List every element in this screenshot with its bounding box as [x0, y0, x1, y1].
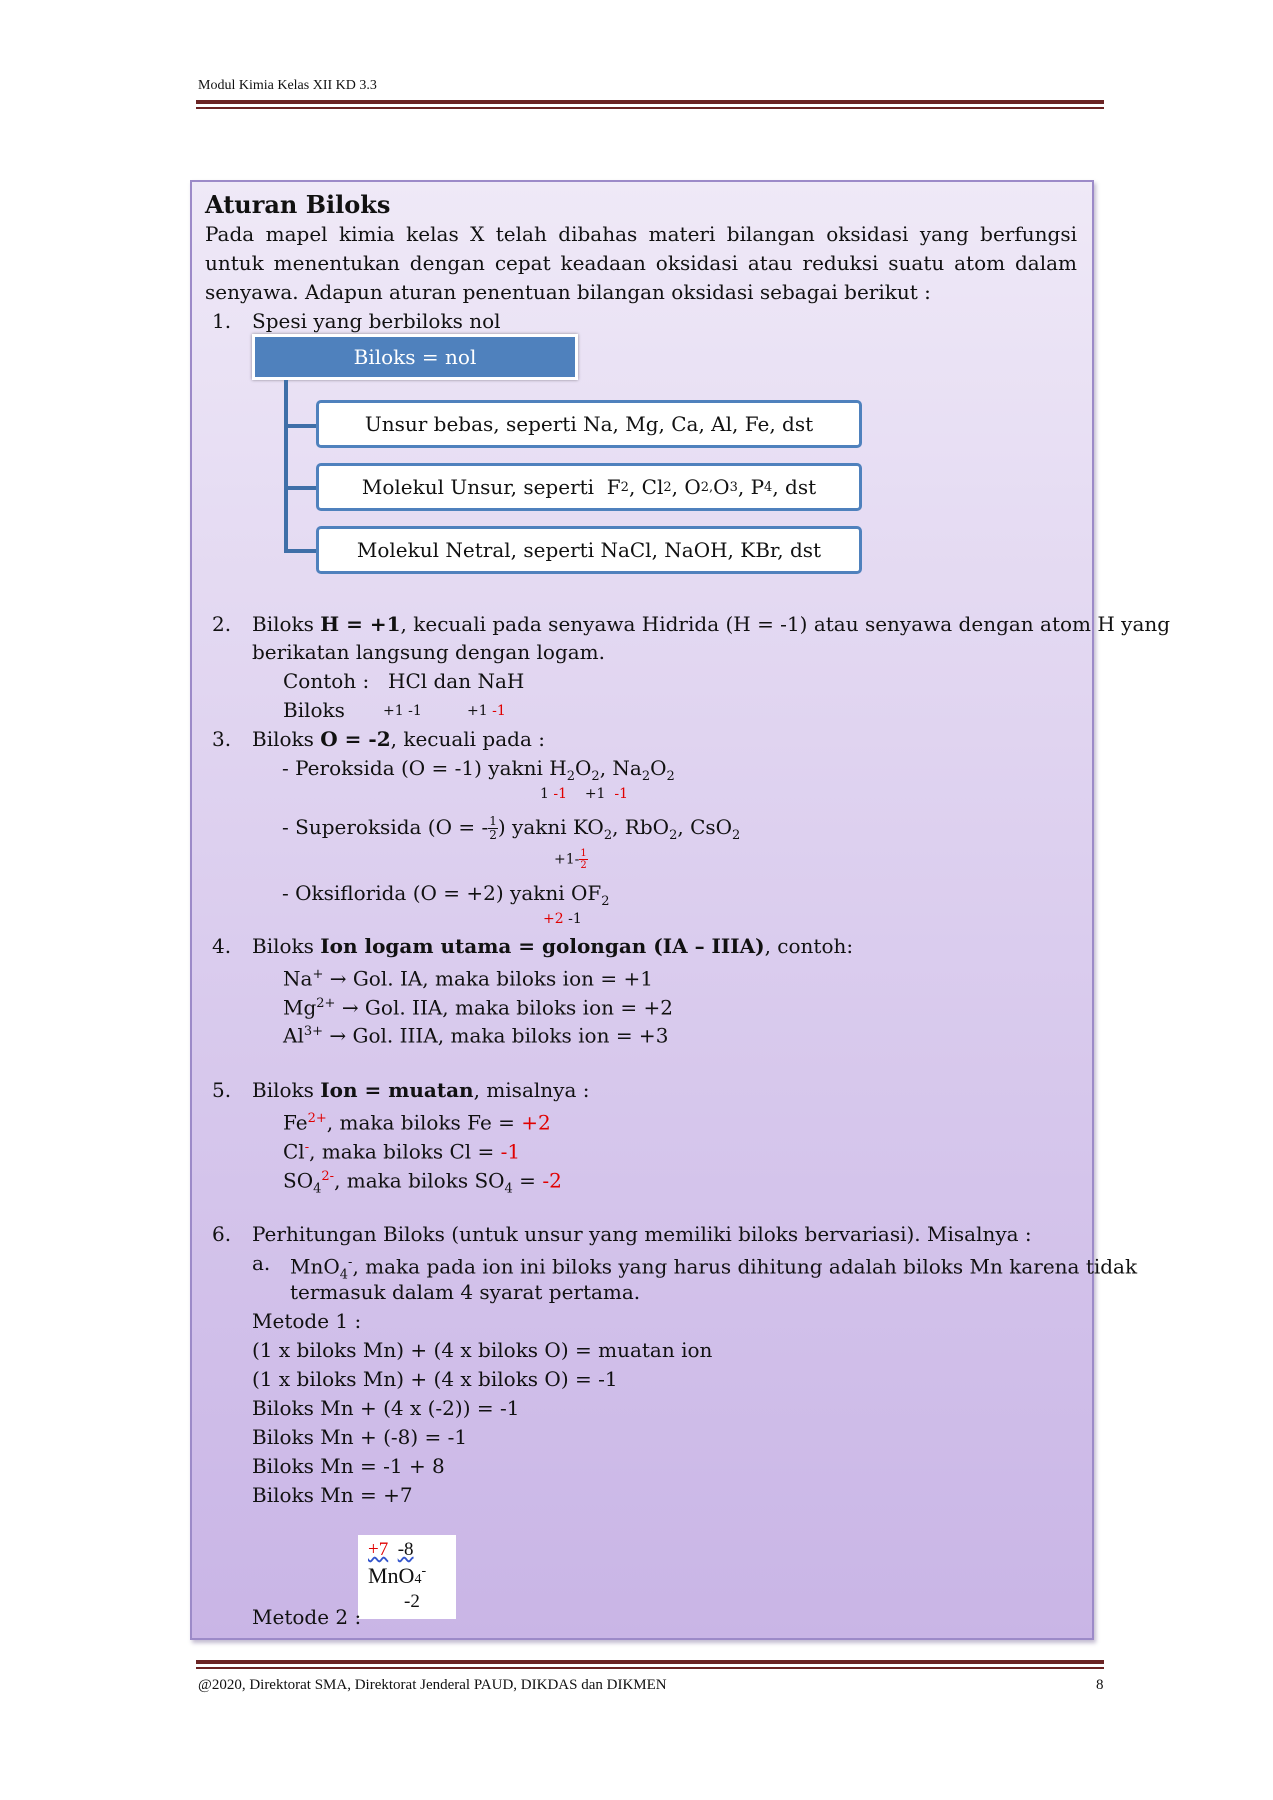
rule3-peroksida: - Peroksida (O = -1) yakni $H_2O_2$, $Na_2O_2$	[282, 756, 675, 784]
metode1-step: Biloks Mn + (4 x (-2)) = -1	[252, 1396, 520, 1420]
rule3-oksiflorida-biloks: +2 -1	[543, 911, 582, 927]
rule3-superoksida: - Superoksida (O = - $\frac{1}{2}$ ) yakni $KO_2$, RbO$_2$, CsO$_2$	[282, 814, 741, 843]
rule1-number: 1.	[212, 309, 232, 333]
diagram-box-molekul-netral: Molekul Netral, seperti NaCl, NaOH, KBr, dst	[316, 526, 862, 574]
rule1-text: Spesi yang berbiloks nol	[252, 309, 501, 333]
rule6-text: Perhitungan Biloks (untuk unsur yang memiliki biloks bervariasi). Misalnya :	[252, 1222, 1032, 1246]
footer-text: @2020, Direktorat SMA, Direktorat Jenderal PAUD, DIKDAS dan DIKMEN	[198, 1677, 667, 1693]
rule6-a-text: MnO$_4$-, maka pada ion ini biloks yang harus dihitung adalah biloks Mn karena tidak	[290, 1254, 1138, 1283]
metode1-step: (1 x biloks Mn) + (4 x biloks O) = muatan ion	[252, 1338, 713, 1362]
section-title: Aturan Biloks	[205, 190, 391, 219]
rule2-hcl-biloks: +1 -1	[383, 703, 422, 719]
rule3-text: Biloks O = -2, kecuali pada :	[252, 727, 545, 751]
header-title: Modul Kimia Kelas XII KD 3.3	[198, 78, 377, 93]
rule4-example-na: Na+ → Gol. IA, maka biloks ion = +1	[283, 966, 653, 991]
diagram-box-unsur-bebas: Unsur bebas, seperti Na, Mg, Ca, Al, Fe, dst	[316, 400, 862, 448]
metode1-step: (1 x biloks Mn) + (4 x biloks O) = -1	[252, 1367, 618, 1391]
diagram-branch	[284, 486, 318, 490]
rule3-superoksida-biloks: +1- $\frac{1}{2}$	[554, 848, 587, 871]
rule4-number: 4.	[212, 934, 232, 958]
diagram-box-molekul-unsur: Molekul Unsur, seperti F 2 , Cl 2 , O 2, O 3 , P 4 , dst	[316, 463, 862, 511]
header-rule	[196, 100, 1104, 104]
footer-rule-thin	[196, 1667, 1104, 1669]
rule4-example-mg: $Mg^{2+}$ → Gol. IIA, maka biloks ion = +2	[283, 995, 673, 1020]
diagram-branch	[284, 549, 318, 553]
rule2-text: Biloks H = +1, kecuali pada senyawa Hidrida (H = -1) atau senyawa dengan atom H yang	[252, 612, 1171, 636]
rule3-peroksida-biloks: 1 -1 +1 -1	[540, 786, 629, 802]
metode1-label: Metode 1 :	[252, 1309, 362, 1333]
rule2-contoh-value: HCl dan NaH	[388, 669, 525, 693]
rule5-example-fe: $Fe^{2+}$, maka biloks Fe = +2	[283, 1110, 551, 1135]
rule4-text: Biloks Ion logam utama = golongan (IA – IIIA), contoh:	[252, 934, 854, 958]
rule5-example-cl: Cl-, maka biloks Cl = -1	[283, 1139, 521, 1164]
rule5-text: Biloks Ion = muatan, misalnya :	[252, 1078, 590, 1102]
rule5-example-so4: $SO_4^{2-}$, maka biloks $SO_4 = -2$	[283, 1168, 562, 1197]
rule2-biloks-label: Biloks	[283, 698, 345, 722]
fraction: $\frac{1}{2}$	[489, 814, 497, 842]
diagram-branch	[284, 424, 318, 428]
metode1-step: Biloks Mn = +7	[252, 1483, 413, 1507]
rule3-number: 3.	[212, 727, 232, 751]
diagram-root: Biloks = nol	[252, 334, 578, 380]
rule4-example-al: $Al^{3+}$ → Gol. IIIA, maka biloks ion = +3	[283, 1023, 669, 1048]
metode2-image: +7 -8 MnO4- -2	[358, 1535, 456, 1619]
diagram-connector	[284, 380, 288, 552]
metode1-step: Biloks Mn = -1 + 8	[252, 1454, 445, 1478]
rule3-oksiflorida: - Oksiflorida (O = +2) yakni $OF_2$	[282, 881, 610, 909]
rule6-number: 6.	[212, 1222, 232, 1246]
rule6-a-label: a.	[252, 1251, 271, 1275]
rule6-a-text-line2: termasuk dalam 4 syarat pertama.	[290, 1280, 641, 1304]
page-number: 8	[1096, 1677, 1104, 1693]
intro-paragraph: Pada mapel kimia kelas X telah dibahas materi bilangan oksidasi yang berfungsi untuk menentukan dengan cepat keadaan oksidasi atau reduksi suatu atom dalam senyawa. Adapun aturan penentuan bilangan oksidasi sebagai berikut :	[205, 222, 1077, 304]
metode2-label: Metode 2 :	[252, 1605, 362, 1629]
rule2-text-line2: berikatan langsung dengan logam.	[252, 640, 605, 664]
rule5-number: 5.	[212, 1078, 232, 1102]
metode1-step: Biloks Mn + (-8) = -1	[252, 1425, 468, 1449]
rule2-number: 2.	[212, 612, 232, 636]
footer-rule	[196, 1660, 1104, 1664]
rule2-contoh-label: Contoh :	[283, 669, 370, 693]
rule2-nah-biloks: +1 -1	[467, 703, 506, 719]
header-rule-thin	[196, 107, 1104, 109]
